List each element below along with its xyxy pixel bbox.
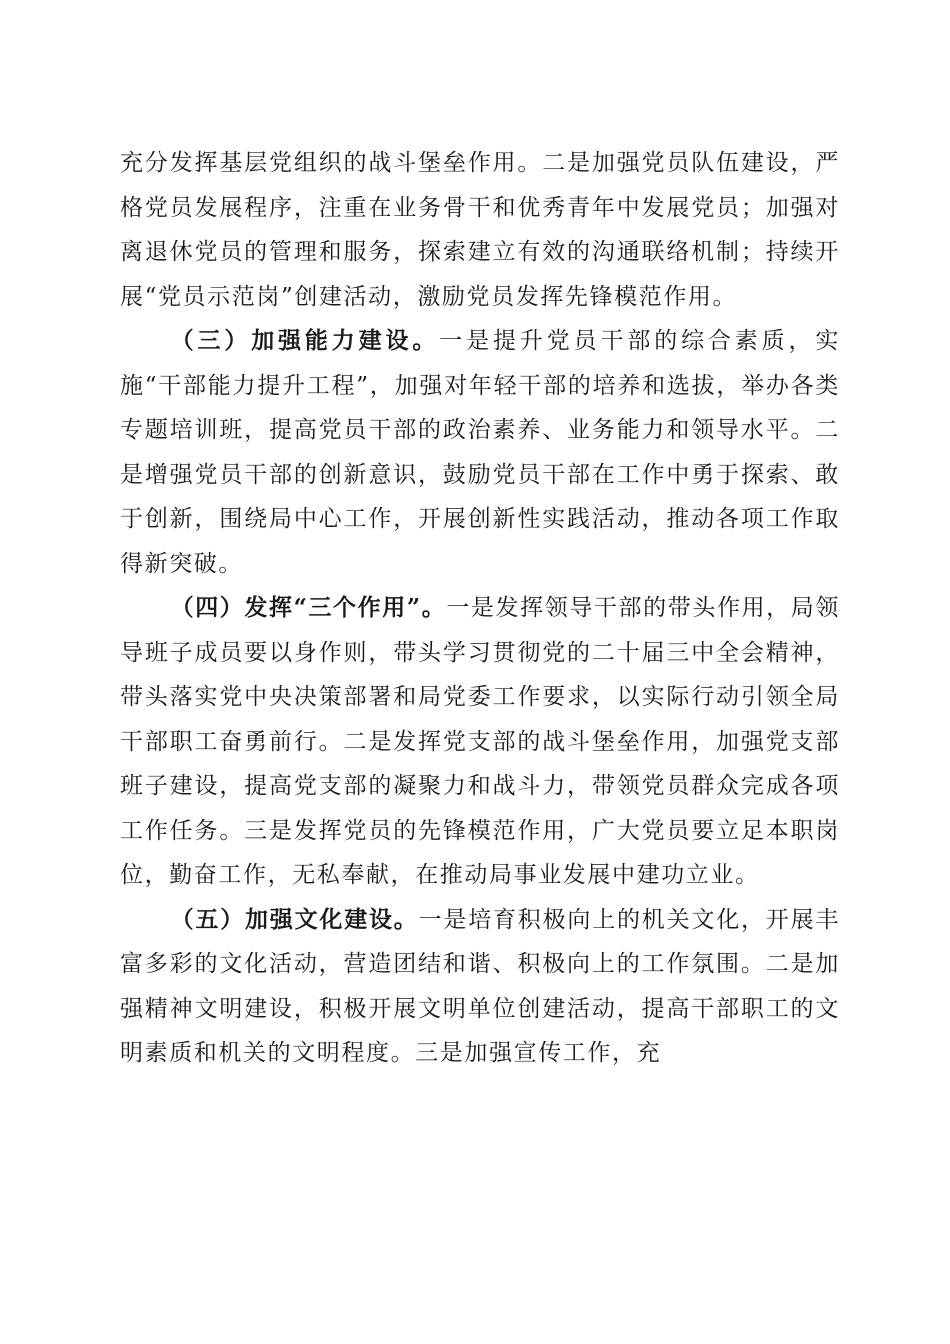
section-heading: （四）发挥“三个作用”。 [170, 594, 447, 621]
section-heading: （三）加强能力建设。 [170, 327, 440, 354]
paragraph-culture-building [120, 898, 840, 1076]
paragraph-capability-building [120, 319, 840, 586]
paragraph-text: 充分发挥基层党组织的战斗堡垒作用。二是加强党员队伍建设，严格党员发展程序，注重在业务骨干和优秀青年中发展党员；加强对离退休党员的管理和服务，探索建立有效的沟通联络机制；持续开展“党员示范岗”创建活动，激励党员发挥先锋模范作用。 [120, 150, 840, 310]
paragraph-text: 一是发挥领导干部的带头作用，局领导班子成员要以身作则，带头学习贯彻党的二十届三中全会精神，带头落实党中央决策部署和局党委工作要求，以实际行动引领全局干部职工奋勇前行。二是发挥党支部的战斗堡垒作用，加强党支部班子建设，提高党支部的凝聚力和战斗力，带领党员群众完成各项工作任务。三是发挥党员的先锋模范作用，广大党员要立足本职岗位，勤奋工作，无私奉献，在推动局事业发展中建功立业。 [120, 595, 840, 888]
paragraph-three-roles [120, 586, 840, 898]
paragraph-continuation [120, 141, 840, 319]
paragraph-text: 一是提升党员干部的综合素质，实施“干部能力提升工程”，加强对年轻干部的培养和选拔，举办各类专题培训班，提高党员干部的政治素养、业务能力和领导水平。二是增强党员干部的创新意识，鼓励党员干部在工作中勇于探索、敢于创新，围绕局中心工作，开展创新性实践活动，推动各项工作取得新突破。 [120, 328, 841, 577]
paragraph-text: 一是培育积极向上的机关文化，开展丰富多彩的文化活动，营造团结和谐、积极向上的工作氛围。二是加强精神文明建设，积极开展文明单位创建活动，提高干部职工的文明素质和机关的文明程度。三是加强宣传工作，充 [120, 906, 841, 1066]
section-heading: （五）加强文化建设。 [170, 905, 419, 933]
document-body [120, 141, 840, 1076]
